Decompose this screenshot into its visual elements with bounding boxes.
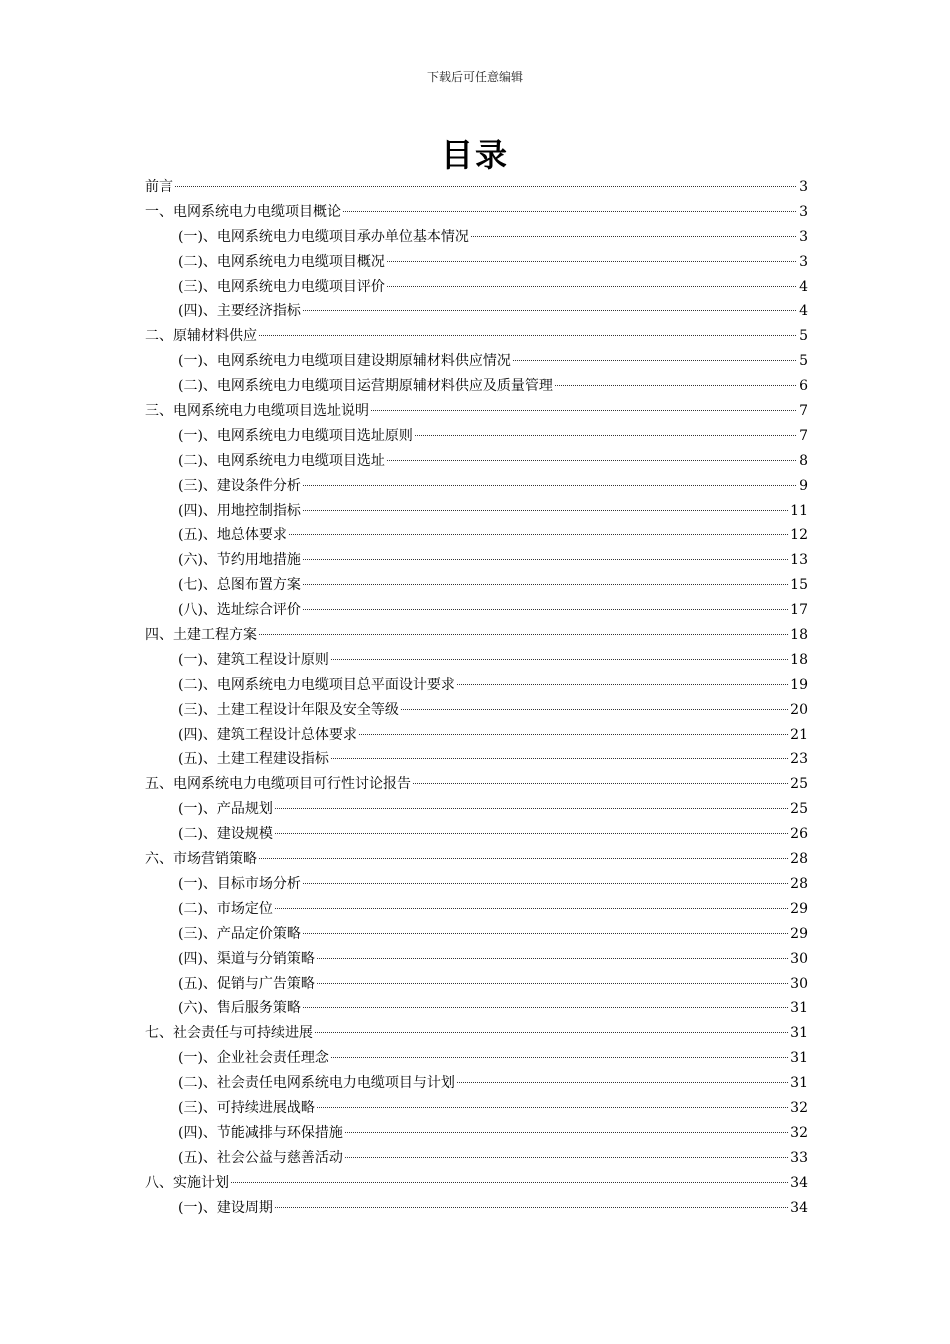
- toc-dot-leader: [259, 634, 788, 635]
- toc-entry[interactable]: [145, 324, 808, 349]
- header-note: 下载后可任意编辑: [426, 70, 523, 84]
- toc-entry-label: 七、社会责任与可持续进展: [145, 1025, 313, 1042]
- toc-entry-page: 3: [799, 203, 808, 220]
- toc-entry[interactable]: [145, 275, 808, 300]
- toc-dot-leader: [415, 435, 796, 436]
- toc-entry-label: (一)、电网系统电力电缆项目承办单位基本情况: [178, 228, 469, 245]
- toc-dot-leader: [231, 1182, 788, 1183]
- toc-dot-leader: [303, 485, 796, 486]
- toc-dot-leader: [259, 858, 788, 859]
- toc-entry-label: (四)、主要经济指标: [178, 303, 301, 320]
- toc-entry[interactable]: [145, 548, 808, 573]
- toc-entry-label: (二)、建设规模: [178, 826, 273, 843]
- toc-dot-leader: [413, 783, 788, 784]
- toc-dot-leader: [317, 958, 788, 959]
- toc-dot-leader: [175, 186, 796, 187]
- toc-entry[interactable]: [145, 374, 808, 399]
- toc-dot-leader: [387, 286, 796, 287]
- toc-dot-leader: [317, 983, 788, 984]
- toc-entry[interactable]: [145, 1121, 808, 1146]
- toc-entry-label: (八)、选址综合评价: [178, 602, 301, 619]
- toc-dot-leader: [275, 833, 788, 834]
- toc-entry-page: 7: [799, 427, 808, 444]
- toc-entry-label: (一)、企业社会责任理念: [178, 1050, 329, 1067]
- toc-entry[interactable]: [145, 698, 808, 723]
- toc-entry-label: (四)、渠道与分销策略: [178, 950, 315, 967]
- toc-entry-page: 3: [799, 253, 808, 270]
- toc-entry[interactable]: [145, 947, 808, 972]
- toc-dot-leader: [345, 1157, 788, 1158]
- toc-entry-page: 32: [790, 1099, 808, 1116]
- toc-entry-label: (四)、节能减排与环保措施: [178, 1124, 343, 1141]
- toc-entry[interactable]: [145, 972, 808, 997]
- toc-dot-leader: [289, 534, 788, 535]
- toc-entry-label: (七)、总图布置方案: [178, 577, 301, 594]
- toc-dot-leader: [457, 1082, 788, 1083]
- toc-entry-label: 四、土建工程方案: [145, 627, 257, 644]
- toc-entry-label: (二)、电网系统电力电缆项目选址: [178, 452, 385, 469]
- toc-entry-label: (三)、电网系统电力电缆项目评价: [178, 278, 385, 295]
- toc-entry[interactable]: [145, 1171, 808, 1196]
- toc-entry-label: 三、电网系统电力电缆项目选址说明: [145, 403, 369, 420]
- toc-entry-label: (二)、市场定位: [178, 900, 273, 917]
- toc-entry-page: 28: [790, 875, 808, 892]
- toc-entry-page: 31: [790, 1050, 808, 1067]
- toc-entry[interactable]: [145, 250, 808, 275]
- toc-entry-label: (一)、建筑工程设计原则: [178, 651, 329, 668]
- toc-entry[interactable]: [145, 175, 808, 200]
- toc-entry-page: 5: [799, 328, 808, 345]
- toc-entry-label: (一)、建设周期: [178, 1199, 273, 1216]
- toc-entry-label: (一)、目标市场分析: [178, 875, 301, 892]
- toc-dot-leader: [371, 410, 796, 411]
- toc-dot-leader: [317, 1107, 788, 1108]
- toc-entry[interactable]: [145, 772, 808, 797]
- toc-entry-page: 15: [790, 577, 808, 594]
- toc-entry-page: 4: [799, 303, 808, 320]
- toc-entry[interactable]: [145, 673, 808, 698]
- toc-dot-leader: [343, 211, 796, 212]
- toc-entry-label: (二)、社会责任电网系统电力电缆项目与计划: [178, 1075, 455, 1092]
- toc-entry-label: 二、原辅材料供应: [145, 328, 257, 345]
- toc-entry[interactable]: [145, 872, 808, 897]
- toc-entry[interactable]: [145, 623, 808, 648]
- toc-entry[interactable]: [145, 299, 808, 324]
- toc-entry[interactable]: [145, 474, 808, 499]
- toc-entry-label: (一)、电网系统电力电缆项目选址原则: [178, 427, 413, 444]
- toc-entry-label: (一)、产品规划: [178, 801, 273, 818]
- toc-entry-page: 29: [790, 925, 808, 942]
- toc-dot-leader: [303, 510, 788, 511]
- toc-entry-page: 26: [790, 826, 808, 843]
- toc-dot-leader: [315, 1032, 788, 1033]
- toc-entry[interactable]: [145, 225, 808, 250]
- toc-entry[interactable]: [145, 847, 808, 872]
- toc-entry-page: 20: [790, 701, 808, 718]
- toc-entry[interactable]: [145, 1046, 808, 1071]
- toc-entry-page: 31: [790, 1000, 808, 1017]
- toc-entry[interactable]: [145, 449, 808, 474]
- toc-entry-page: 4: [799, 278, 808, 295]
- toc-dot-leader: [401, 709, 788, 710]
- toc-entry[interactable]: [145, 897, 808, 922]
- toc-dot-leader: [471, 236, 796, 237]
- toc-dot-leader: [275, 908, 788, 909]
- toc-entry-page: 3: [799, 228, 808, 245]
- toc-entry[interactable]: [145, 424, 808, 449]
- toc-entry-page: 25: [790, 801, 808, 818]
- toc-entry[interactable]: [145, 1096, 808, 1121]
- toc-entry-page: 19: [790, 676, 808, 693]
- toc-dot-leader: [303, 933, 788, 934]
- toc-entry-page: 3: [799, 179, 808, 195]
- toc-entry-page: 31: [790, 1075, 808, 1092]
- toc-entry-label: (五)、促销与广告策略: [178, 975, 315, 992]
- toc-entry[interactable]: [145, 648, 808, 673]
- toc-entry[interactable]: [145, 1196, 808, 1221]
- toc-dot-leader: [275, 1207, 788, 1208]
- toc-entry[interactable]: [145, 598, 808, 623]
- toc-entry-page: 21: [790, 726, 808, 743]
- toc-entry-label: (一)、电网系统电力电缆项目建设期原辅材料供应情况: [178, 353, 511, 370]
- toc-entry-label: (五)、土建工程建设指标: [178, 751, 329, 768]
- toc-title: 目录: [440, 136, 509, 174]
- toc-entry-label: (六)、售后服务策略: [178, 1000, 301, 1017]
- toc-entry[interactable]: [145, 1146, 808, 1171]
- toc-entry-label: 八、实施计划: [145, 1174, 229, 1191]
- toc-entry-label: (二)、电网系统电力电缆项目运营期原辅材料供应及质量管理: [178, 378, 553, 395]
- toc-entry-label: (四)、建筑工程设计总体要求: [178, 726, 357, 743]
- toc-entry-label: (三)、土建工程设计年限及安全等级: [178, 701, 399, 718]
- table-of-contents: [145, 175, 808, 1220]
- toc-dot-leader: [331, 1057, 788, 1058]
- toc-entry-label: 五、电网系统电力电缆项目可行性讨论报告: [145, 776, 411, 793]
- toc-entry-page: 17: [790, 602, 808, 619]
- toc-entry-label: (二)、电网系统电力电缆项目概况: [178, 253, 385, 270]
- toc-entry-label: (三)、产品定价策略: [178, 925, 301, 942]
- toc-entry-page: 30: [790, 975, 808, 992]
- toc-entry-page: 29: [790, 900, 808, 917]
- toc-entry[interactable]: [145, 399, 808, 424]
- toc-entry[interactable]: [145, 573, 808, 598]
- toc-entry[interactable]: [145, 797, 808, 822]
- toc-entry-label: (六)、节约用地措施: [178, 552, 301, 569]
- toc-entry-label: 前言: [145, 179, 173, 195]
- toc-entry-label: (五)、社会公益与慈善活动: [178, 1149, 343, 1166]
- toc-dot-leader: [275, 808, 788, 809]
- toc-entry-page: 18: [790, 627, 808, 644]
- toc-dot-leader: [387, 261, 796, 262]
- toc-dot-leader: [359, 734, 788, 735]
- toc-dot-leader: [303, 559, 788, 560]
- toc-entry[interactable]: [145, 723, 808, 748]
- toc-entry-page: 12: [790, 527, 808, 544]
- toc-dot-leader: [303, 584, 788, 585]
- toc-entry-page: 7: [799, 403, 808, 420]
- toc-entry-page: 31: [790, 1025, 808, 1042]
- toc-entry-page: 30: [790, 950, 808, 967]
- toc-dot-leader: [387, 460, 796, 461]
- toc-entry-page: 28: [790, 851, 808, 868]
- toc-dot-leader: [345, 1132, 788, 1133]
- toc-entry-label: (四)、用地控制指标: [178, 502, 301, 519]
- toc-dot-leader: [303, 1007, 788, 1008]
- toc-entry[interactable]: [145, 499, 808, 524]
- toc-entry-page: 13: [790, 552, 808, 569]
- toc-entry[interactable]: [145, 822, 808, 847]
- toc-entry-page: 25: [790, 776, 808, 793]
- toc-dot-leader: [331, 758, 788, 759]
- toc-entry-label: (三)、建设条件分析: [178, 477, 301, 494]
- toc-entry-page: 23: [790, 751, 808, 768]
- toc-entry-page: 34: [790, 1174, 808, 1191]
- toc-entry-page: 6: [799, 378, 808, 395]
- toc-entry-page: 11: [790, 502, 808, 519]
- toc-dot-leader: [303, 609, 788, 610]
- toc-dot-leader: [513, 360, 796, 361]
- toc-entry-page: 9: [799, 477, 808, 494]
- toc-entry-label: (五)、地总体要求: [178, 527, 287, 544]
- toc-entry[interactable]: [145, 747, 808, 772]
- toc-entry-page: 18: [790, 651, 808, 668]
- toc-dot-leader: [259, 335, 796, 336]
- toc-entry-label: 六、市场营销策略: [145, 851, 257, 868]
- toc-entry-page: 32: [790, 1124, 808, 1141]
- toc-dot-leader: [331, 659, 788, 660]
- toc-entry[interactable]: [145, 1021, 808, 1046]
- toc-entry[interactable]: [145, 922, 808, 947]
- toc-entry[interactable]: [145, 996, 808, 1021]
- toc-entry-page: 5: [799, 353, 808, 370]
- toc-dot-leader: [457, 684, 788, 685]
- toc-entry-page: 8: [799, 452, 808, 469]
- toc-entry-label: (三)、可持续进展战略: [178, 1099, 315, 1116]
- toc-entry-label: 一、电网系统电力电缆项目概论: [145, 203, 341, 220]
- toc-entry[interactable]: [145, 523, 808, 548]
- toc-entry-label: (二)、电网系统电力电缆项目总平面设计要求: [178, 676, 455, 693]
- toc-entry-page: 34: [790, 1199, 808, 1216]
- toc-entry[interactable]: [145, 349, 808, 374]
- toc-dot-leader: [555, 385, 796, 386]
- toc-entry[interactable]: [145, 200, 808, 225]
- toc-entry[interactable]: [145, 1071, 808, 1096]
- toc-dot-leader: [303, 310, 796, 311]
- toc-entry-page: 33: [790, 1149, 808, 1166]
- toc-dot-leader: [303, 883, 788, 884]
